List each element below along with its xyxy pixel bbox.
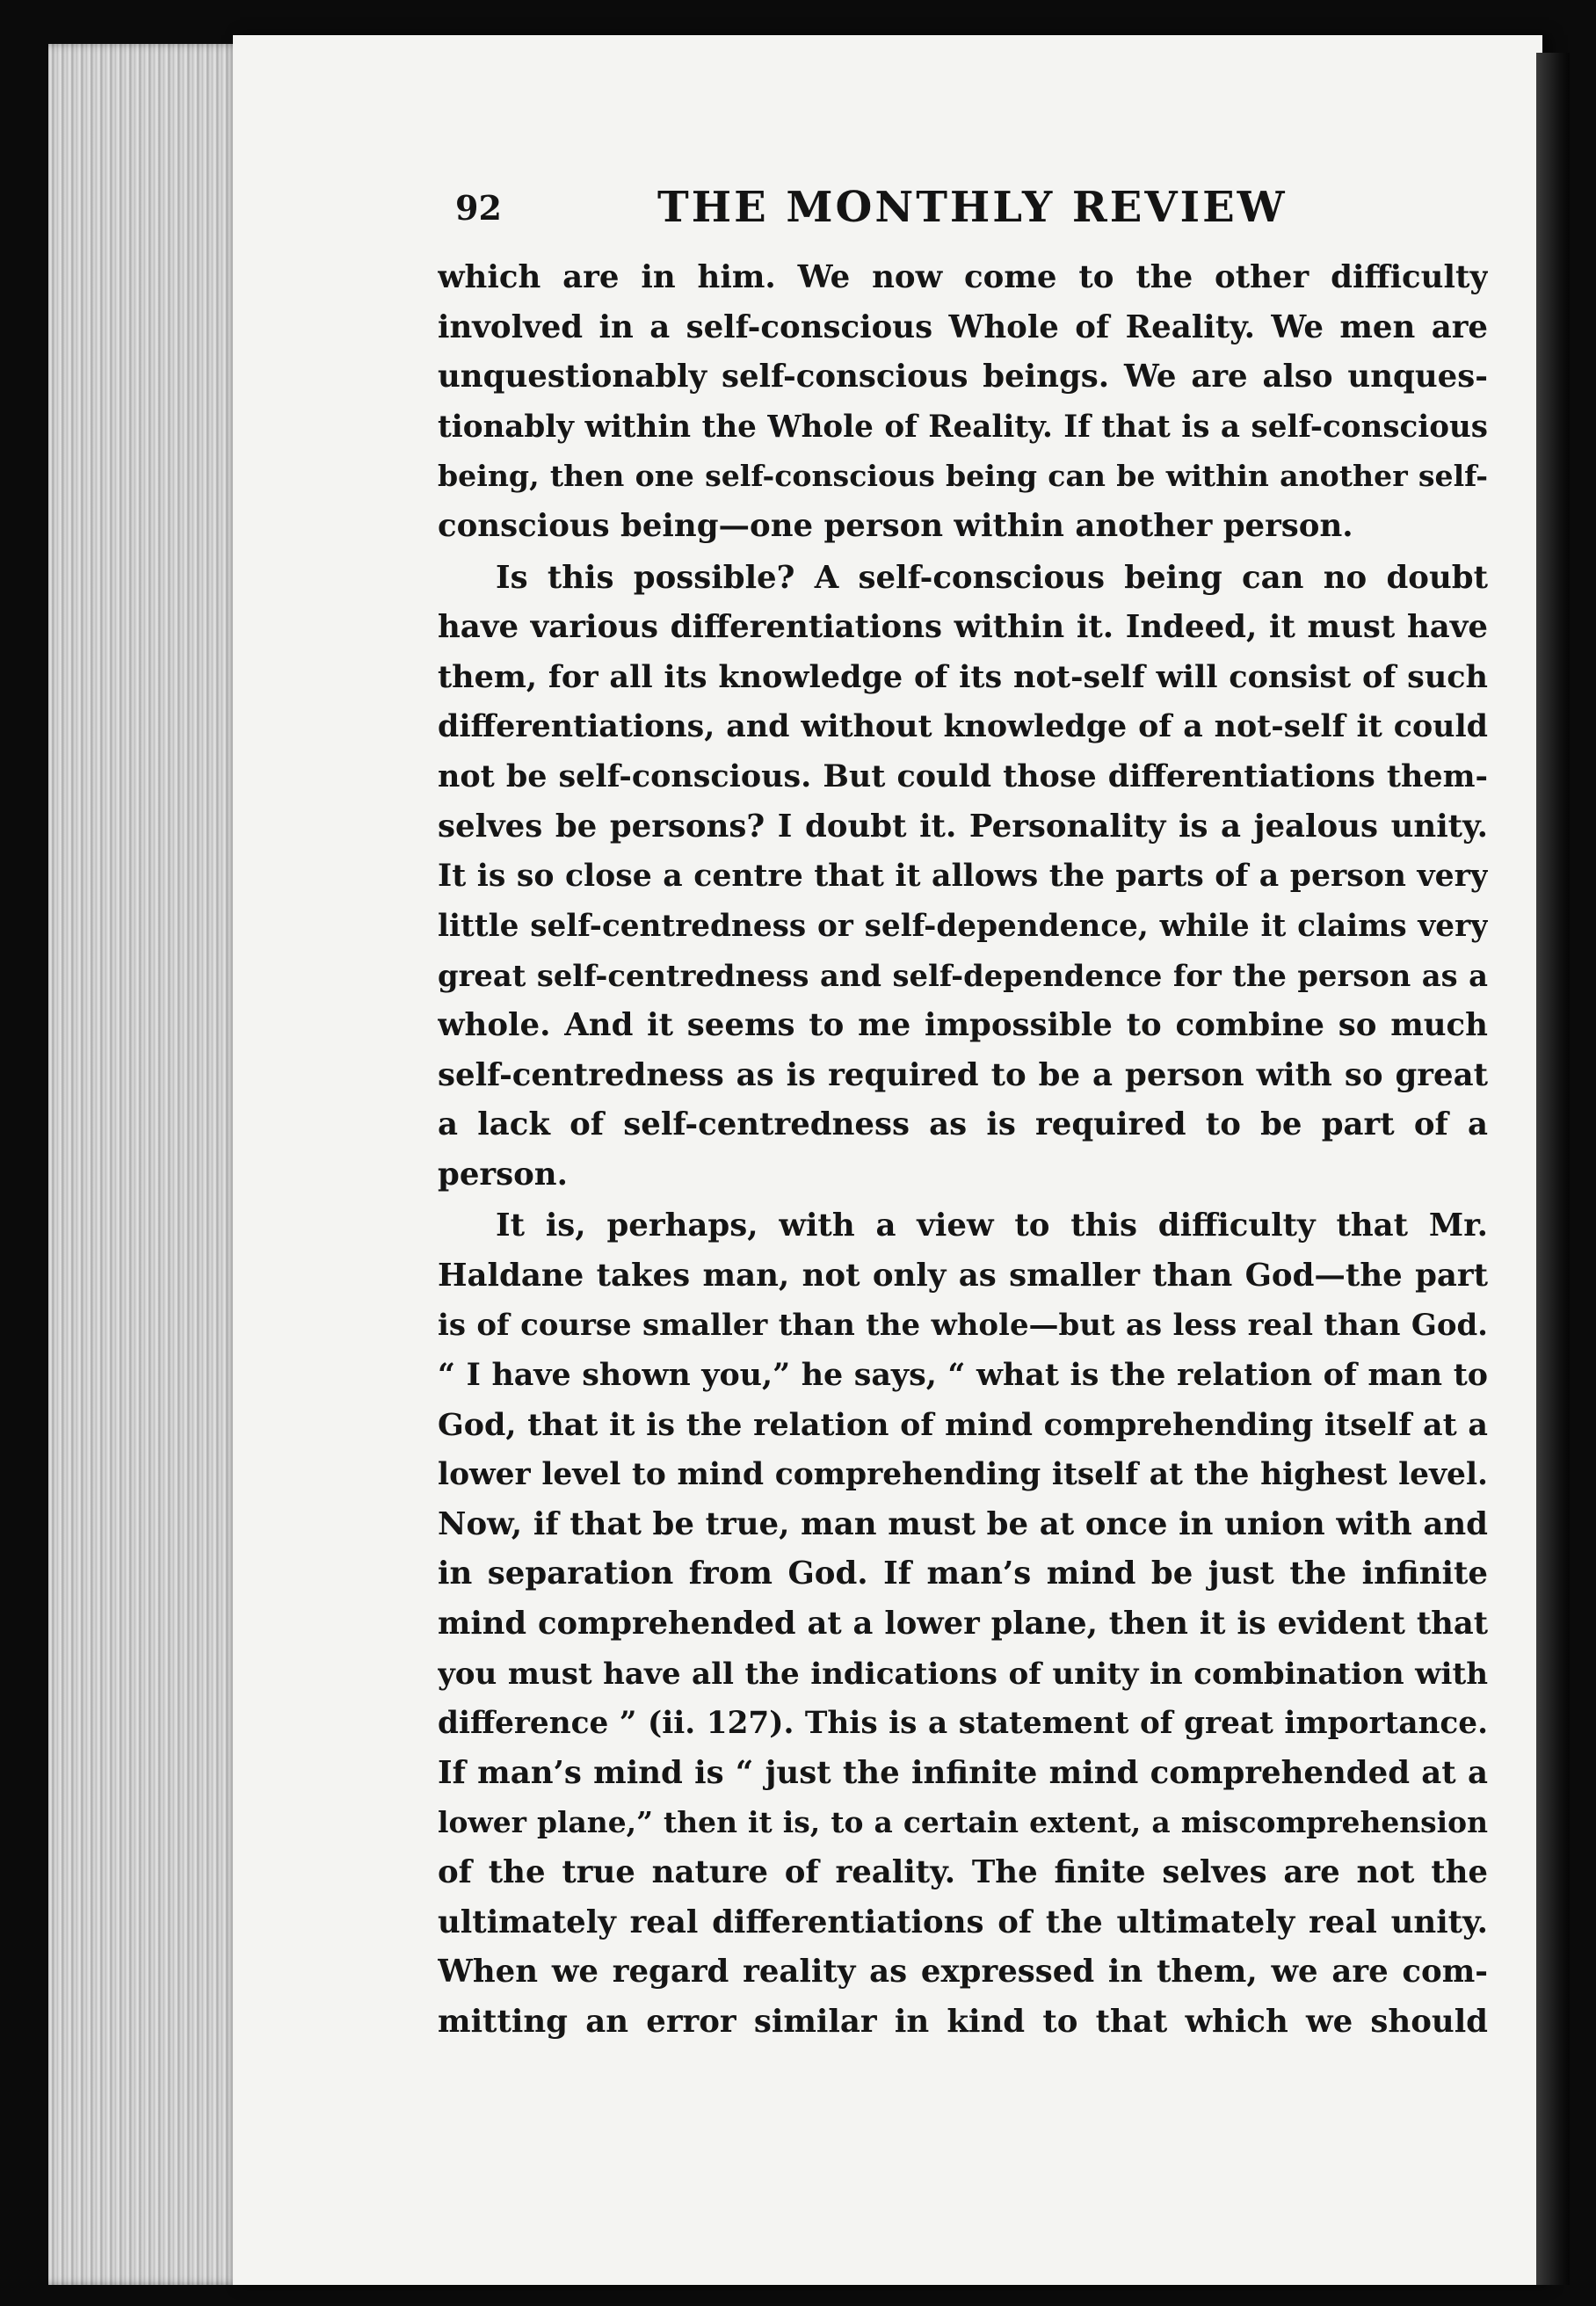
text-line: you must have all the indications of unity in combination with [438, 1656, 1488, 1692]
paragraph-2 [438, 554, 1488, 1200]
text-line: ultimately real differentiations of the ultimately real unity. [438, 1904, 1488, 1940]
text-line: It is, perhaps, with a view to this difficulty that Mr. [496, 1207, 1488, 1244]
text-line: “ I have shown you,” he says, “ what is the relation of man to [438, 1357, 1488, 1394]
text-line: Haldane takes man, not only as smaller than God—the part [438, 1257, 1488, 1294]
text-line: conscious being—one person within another person. [438, 507, 1353, 544]
text-line: involved in a self-conscious Whole of Reality. We men are [438, 308, 1488, 345]
text-line: not be self-conscious. But could those differentiations them- [438, 758, 1488, 794]
paragraph-3 [438, 1201, 1488, 2047]
text-line: selves be persons? I doubt it. Personality is a jealous unity. [438, 808, 1488, 845]
book-page-edges [48, 44, 242, 2285]
text-line: If man’s mind is “ just the infinite mind comprehended at a [438, 1754, 1488, 1791]
binding-shadow [1536, 53, 1570, 2285]
text-line: in separation from God. If man’s mind be just the infinite [438, 1555, 1488, 1592]
text-line: being, then one self-conscious being can be within another self- [438, 459, 1488, 494]
text-line: unquestionably self-conscious beings. We are also unques- [438, 359, 1488, 395]
paragraph-1 [438, 253, 1488, 552]
text-line: great self-centredness and self-dependence for the person as a [438, 958, 1488, 994]
text-line: difference ” (ii. 127). This is a statement of great importance. [438, 1706, 1488, 1742]
body-text [438, 253, 1488, 2047]
text-line: little self-centredness or self-dependence, while it claims very [438, 908, 1488, 944]
journal-title: THE MONTHLY REVIEW [657, 183, 1288, 232]
text-line: of the true nature of reality. The finite selves are not the [438, 1854, 1488, 1890]
text-line: When we regard reality as expressed in them, we are com- [438, 1954, 1488, 1991]
text-line: have various differentiations within it. Indeed, it must have [438, 609, 1488, 646]
text-line: mitting an error similar in kind to that which we should [438, 2003, 1488, 2040]
text-line: whole. And it seems to me impossible to combine so much [438, 1006, 1488, 1043]
page-number: 92 [455, 188, 502, 228]
text-line: tionably within the Whole of Reality. If that is a self-conscious [438, 409, 1488, 445]
text-line: person. [438, 1156, 568, 1193]
text-line: them, for all its knowledge of its not-self will consist of such [438, 658, 1488, 695]
text-line: mind comprehended at a lower plane, then it is evident that [438, 1606, 1488, 1642]
text-line: lower plane,” then it is, to a certain extent, a miscomprehension [438, 1805, 1488, 1840]
text-line: differentiations, and without knowledge of a not-self it could [438, 708, 1488, 745]
text-line: Is this possible? A self-conscious being can no doubt [496, 559, 1488, 596]
text-line: a lack of self-centredness as is required to be part of a [438, 1106, 1488, 1143]
text-line: is of course smaller than the whole—but as less real than God. [438, 1308, 1488, 1344]
running-head [455, 176, 1492, 246]
text-line: self-centredness as is required to be a person with so great [438, 1056, 1488, 1093]
text-line: Now, if that be true, man must be at once in union with and [438, 1505, 1488, 1542]
text-line: It is so close a centre that it allows the parts of a person very [438, 858, 1488, 895]
text-line: God, that it is the relation of mind comprehending itself at a [438, 1406, 1488, 1443]
text-line: which are in him. We now come to the other difficulty [438, 259, 1488, 295]
text-line: lower level to mind comprehending itself at the highest level. [438, 1457, 1488, 1493]
